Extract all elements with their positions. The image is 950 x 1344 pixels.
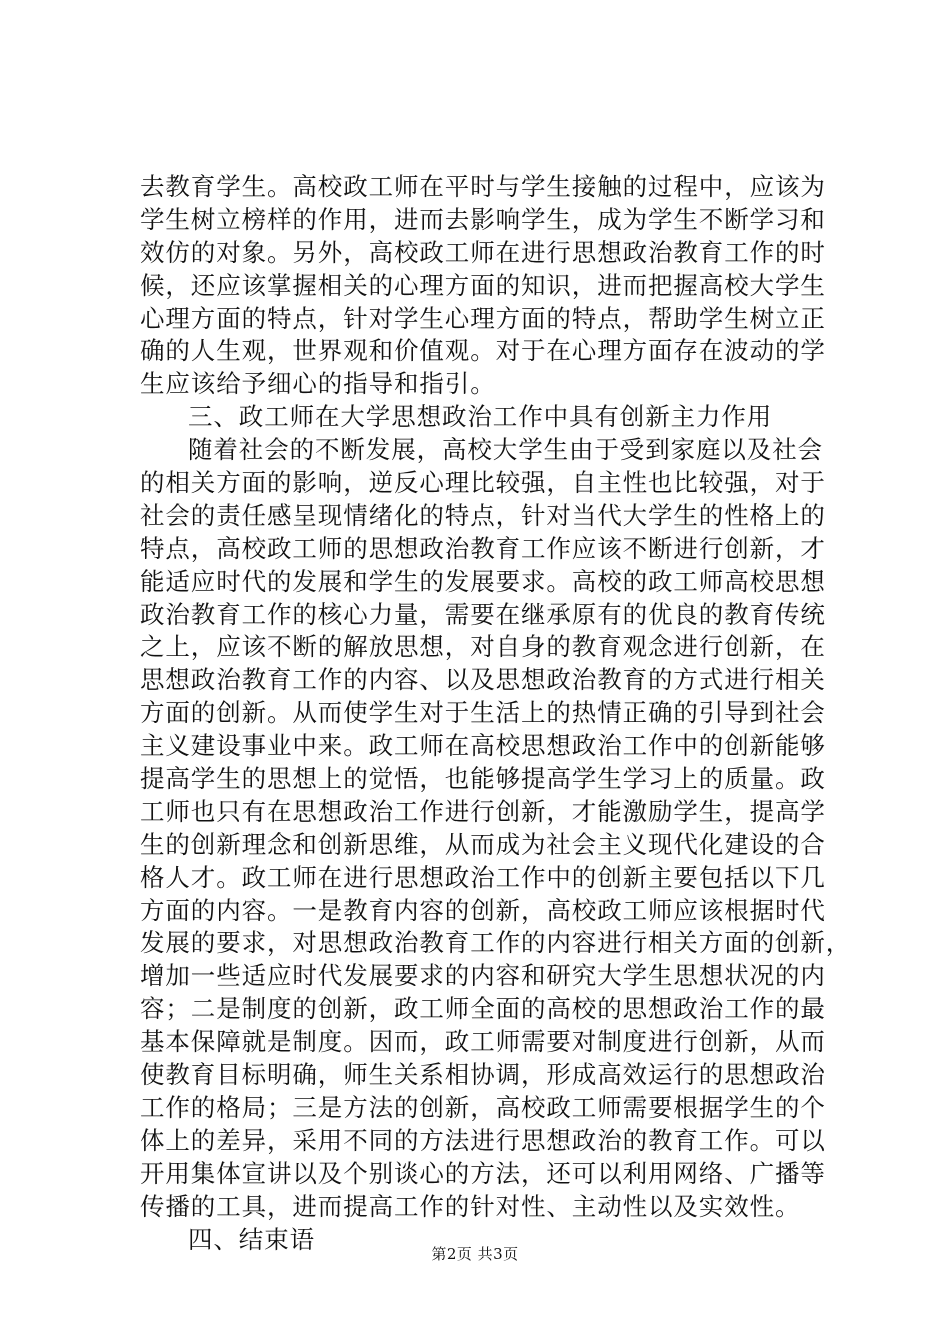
body-line: 方面的创新。从而使学生对于生活上的热情正确的引导到社会 <box>140 698 826 728</box>
body-line: 候，还应该掌握相关的心理方面的知识，进而把握高校大学生 <box>140 270 826 300</box>
body-line: 增加一些适应时代发展要求的内容和研究大学生思想状况的内 <box>140 961 826 991</box>
section-heading-4: 四、结束语 <box>188 1224 315 1254</box>
body-line: 去教育学生。高校政工师在平时与学生接触的过程中，应该为 <box>140 172 826 201</box>
body-line: 学生树立榜样的作用，进而去影响学生，成为学生不断学习和 <box>140 204 826 234</box>
body-line: 思想政治教育工作的内容、以及思想政治教育的方式进行相关 <box>140 665 826 695</box>
body-line: 提高学生的思想上的觉悟，也能够提高学生学习上的质量。政 <box>140 764 826 794</box>
body-line: 的相关方面的影响，逆反心理比较强，自主性也比较强，对于 <box>140 468 826 498</box>
body-line: 之上，应该不断的解放思想，对自身的教育观念进行创新，在 <box>140 632 826 662</box>
body-line: 使教育目标明确，师生关系相协调，形成高效运行的思想政治 <box>140 1060 826 1090</box>
page-footer <box>0 1244 950 1264</box>
body-line: 方面的内容。一是教育内容的创新，高校政工师应该根据时代 <box>140 895 826 925</box>
page-number: 第2页 共3页 <box>431 1245 519 1263</box>
body-line: 能适应时代的发展和学生的发展要求。高校的政工师高校思想 <box>140 566 826 596</box>
section-heading-3: 三、政工师在大学思想政治工作中具有创新主力作用 <box>188 402 773 432</box>
document-body <box>140 171 852 1256</box>
body-line: 基本保障就是制度。因而，政工师需要对制度进行创新，从而 <box>140 1027 826 1057</box>
body-line: 开用集体宣讲以及个别谈心的方法，还可以利用网络、广播等 <box>140 1158 826 1188</box>
body-line: 效仿的对象。另外，高校政工师在进行思想政治教育工作的时 <box>140 237 826 267</box>
body-line: 传播的工具，进而提高工作的针对性、主动性以及实效性。 <box>140 1191 801 1221</box>
body-line: 主义建设事业中来。政工师在高校思想政治工作中的创新能够 <box>140 731 826 761</box>
body-line: 格人才。政工师在进行思想政治工作中的创新主要包括以下几 <box>140 862 826 892</box>
body-line: 体上的差异，采用不同的方法进行思想政治的教育工作。可以 <box>140 1125 826 1155</box>
body-line: 生应该给予细心的指导和指引。 <box>140 369 496 399</box>
body-line: 社会的责任感呈现情绪化的特点，针对当代大学生的性格上的 <box>140 500 826 530</box>
body-line: 政治教育工作的核心力量，需要在继承原有的优良的教育传统 <box>140 599 826 629</box>
body-line: 确的人生观，世界观和价值观。对于在心理方面存在波动的学 <box>140 336 826 366</box>
body-line: 容；二是制度的创新，政工师全面的高校的思想政治工作的最 <box>140 994 826 1024</box>
body-line: 发展的要求，对思想政治教育工作的内容进行相关方面的创新， <box>140 928 852 958</box>
body-line: 心理方面的特点，针对学生心理方面的特点，帮助学生树立正 <box>140 303 826 333</box>
body-line: 特点，高校政工师的思想政治教育工作应该不断进行创新，才 <box>140 533 826 563</box>
body-line: 生的创新理念和创新思维，从而成为社会主义现代化建设的合 <box>140 829 826 859</box>
body-line: 工师也只有在思想政治工作进行创新，才能激励学生，提高学 <box>140 796 826 826</box>
paragraph-start-line: 随着社会的不断发展，高校大学生由于受到家庭以及社会 <box>188 435 823 465</box>
body-line: 工作的格局；三是方法的创新，高校政工师需要根据学生的个 <box>140 1092 826 1122</box>
